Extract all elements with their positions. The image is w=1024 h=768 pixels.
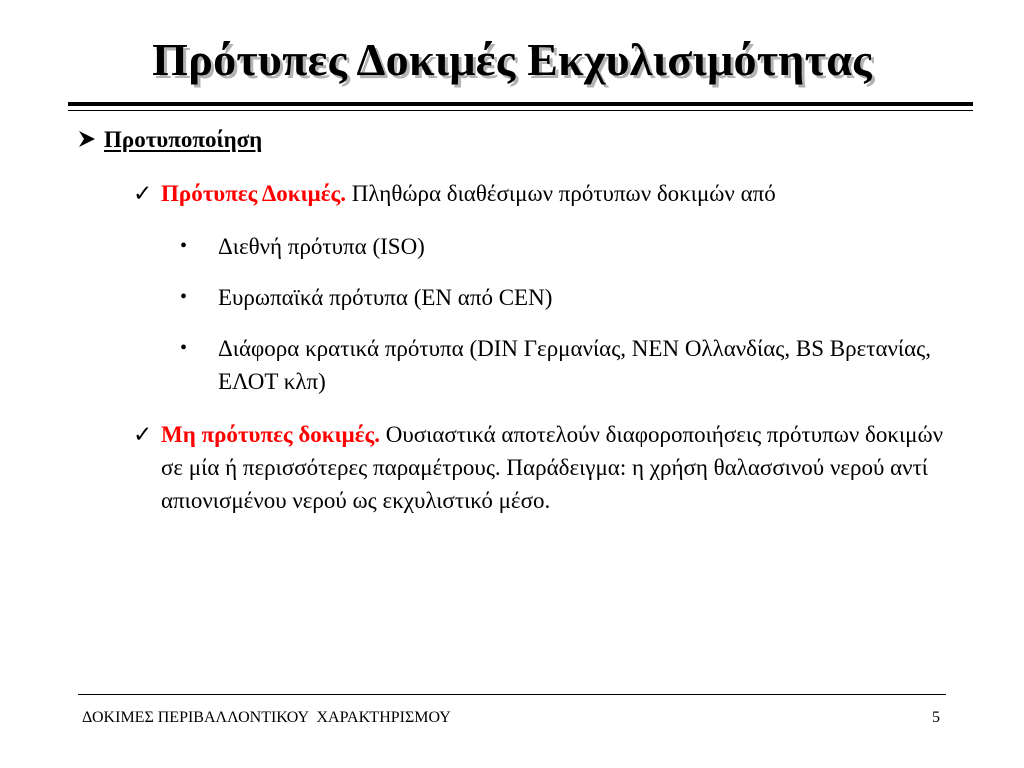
list-item-non-standard-tests — [133, 418, 963, 517]
list-item-text — [161, 177, 963, 210]
section-heading — [78, 124, 262, 156]
bullet-icon: • — [180, 337, 188, 359]
slide-title: Πρότυπες Δοκιμές Εκχυλισιμότητας — [152, 34, 872, 85]
bullet-icon: • — [180, 235, 188, 257]
list-item-body: Πληθώρα διαθέσιμων πρότυπων δοκιμών από — [346, 181, 776, 206]
section-heading-label: Προτυποποίηση — [104, 127, 263, 152]
title-divider-thin — [68, 110, 973, 111]
list-item-body: Ουσιαστικά αποτελούν διαφοροποιήσεις πρότυπων δοκιμών σε μία ή περισσότερες παραμέτρους. Παράδειγμα: η χρήση θαλασσινού νερού αντί απιονισμένου νερού ως εκχυλιστικό μέσο. — [161, 422, 944, 513]
page-number: 5 — [932, 709, 940, 726]
title-divider-thick — [68, 102, 973, 106]
list-item-standard-tests — [133, 177, 963, 210]
footer-text: ΔΟΚΙΜΕΣ ΠΕΡΙΒΑΛΛΟΝΤΙΚΟΥ ΧΑΡΑΚΤΗΡΙΣΜΟΥ — [82, 709, 451, 726]
sub-list-item — [180, 332, 940, 398]
sub-list-item — [180, 230, 940, 263]
sub-list-item — [180, 281, 940, 314]
sub-list-item-text: Διεθνή πρότυπα (ISO) — [218, 234, 425, 259]
checkmark-icon: ✓ — [133, 422, 153, 447]
list-item-lead: Πρότυπες Δοκιμές. — [161, 181, 346, 206]
sub-list-item-text: Ευρωπαϊκά πρότυπα (EN από CEN) — [218, 285, 553, 310]
list-item-text — [161, 418, 963, 517]
list-item-lead: Μη πρότυπες δοκιμές. — [161, 422, 381, 447]
arrowhead-bullet-icon — [78, 124, 104, 156]
checkmark-icon: ✓ — [133, 181, 153, 206]
bullet-icon: • — [180, 286, 188, 308]
footer-divider — [78, 694, 946, 695]
sub-list-item-text: Διάφορα κρατικά πρότυπα (DIN Γερμανίας, NEN Ολλανδίας, BS Βρετανίας, ΕΛΟΤ κλπ) — [218, 336, 932, 394]
